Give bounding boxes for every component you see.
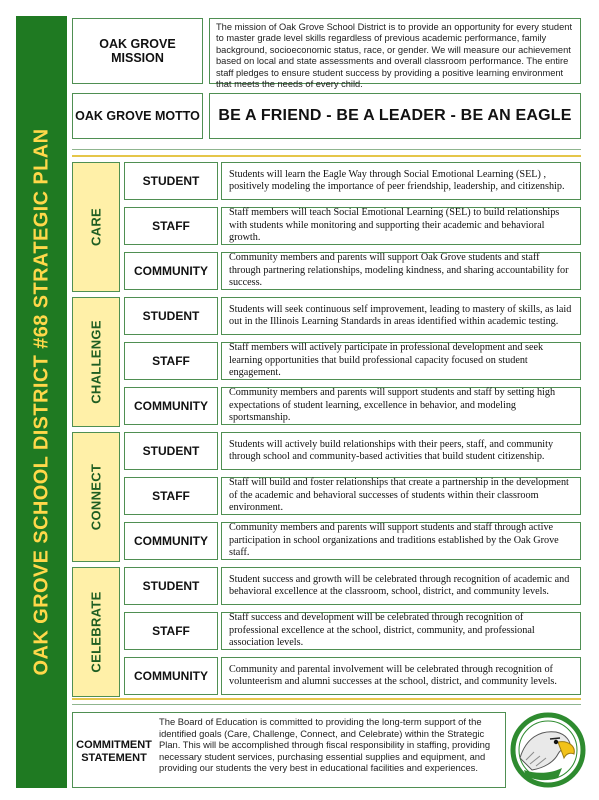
goal-description: Students will actively build relationships with their peers, staff, and community through school and community-based activities that build student citizenship.: [221, 432, 581, 470]
role-label: STAFF: [124, 477, 218, 515]
goal-band-connect: [72, 432, 120, 562]
role-label: STAFF: [124, 612, 218, 650]
motto-label: [72, 93, 203, 139]
mission-text: The mission of Oak Grove School District is to provide an opportunity for every student to master grade level skills regardless of previous academic performance, family background, socioeconomic status, race, or gender. We will measure our achievement based on local and state assessments and overall classroom performance. The entire staff pledges to ensure student success by providing a positive learning environment that meets the needs of every child.: [209, 18, 581, 84]
goal-description: Staff will build and foster relationships that create a partnership in the development of the academic and behavioral successes of students within their classroom environment.: [221, 477, 581, 515]
goal-label: CELEBRATE: [88, 591, 104, 673]
role-label: COMMUNITY: [124, 522, 218, 560]
divider: [72, 698, 581, 700]
role-label: STUDENT: [124, 567, 218, 605]
commitment-box: [72, 712, 506, 788]
goal-band-celebrate: [72, 567, 120, 697]
commitment-label-line2: STATEMENT: [81, 752, 147, 764]
role-label: STUDENT: [124, 432, 218, 470]
goal-description: Student success and growth will be celebrated through recognition of academic and behavioral excellence at the classroom, school, district, and community levels.: [221, 567, 581, 605]
divider: [72, 704, 581, 705]
commitment-label-line1: COMMITMENT: [76, 739, 152, 751]
goal-description: Community members and parents will support Oak Grove students and staff through partnering relationships, modeling kindness, and sharing accountability for success.: [221, 252, 581, 290]
goal-description: Community members and parents will support students and staff by setting high expectations of student learning, excellence in behavior, and modeling sportsmanship.: [221, 387, 581, 425]
side-banner: [16, 16, 67, 788]
motto-text: BE A FRIEND - BE A LEADER - BE AN EAGLE: [209, 93, 581, 139]
commitment-label: [77, 735, 151, 769]
goal-label: CARE: [88, 207, 104, 247]
role-label: STAFF: [124, 342, 218, 380]
role-label: STUDENT: [124, 162, 218, 200]
goal-description: Staff success and development will be celebrated through recognition of professional excellence at the school, district, community, and professional association levels.: [221, 612, 581, 650]
goal-description: Staff members will actively participate in professional development and seek learning opportunities that build professional capacity focused on student engagement.: [221, 342, 581, 380]
plan-title: OAK GROVE SCHOOL DISTRICT #68 STRATEGIC PLAN: [30, 128, 52, 676]
goal-description: Students will seek continuous self improvement, leading to mastery of skills, as laid out in the Illinois Learning Standards in areas identified within academic testing.: [221, 297, 581, 335]
eagle-mascot-icon: [510, 712, 586, 788]
divider: [72, 149, 581, 150]
goal-label: CONNECT: [88, 463, 104, 531]
role-label: STUDENT: [124, 297, 218, 335]
mission-label: [72, 18, 203, 84]
divider: [72, 155, 581, 157]
role-label: STAFF: [124, 207, 218, 245]
commitment-text: The Board of Education is committed to providing the long-term support of the identified goals (Care, Challenge, Connect, and Celebrate) within the Strategic Plan. This will be accomplished through fiscal responsibility in staffing, providing necessary student services, purchasing essential supplies and equipment, and providing our students the very best in educational facilities and experiences.: [159, 716, 491, 774]
goal-description: Staff members will teach Social Emotional Learning (SEL) to build relationships with students while monitoring and supporting their academic and behavioral growth.: [221, 207, 581, 245]
motto-label-text: OAK GROVE MOTTO: [75, 109, 200, 123]
goal-band-care: [72, 162, 120, 292]
mission-label-text: OAK GROVE MISSION: [99, 37, 176, 65]
goal-band-challenge: [72, 297, 120, 427]
goal-label: CHALLENGE: [88, 320, 104, 404]
goal-description: Students will learn the Eagle Way through Social Emotional Learning (SEL) , positively modeling the importance of peer friendship, leadership, and citizenship.: [221, 162, 581, 200]
role-label: COMMUNITY: [124, 252, 218, 290]
role-label: COMMUNITY: [124, 387, 218, 425]
goal-description: Community and parental involvement will be celebrated through recognition of volunteerism and alumni successes at the school, district, and community levels.: [221, 657, 581, 695]
role-label: COMMUNITY: [124, 657, 218, 695]
goal-description: Community members and parents will support students and staff through active participation in school organizations and traditions established by the Oak Grove staff.: [221, 522, 581, 560]
